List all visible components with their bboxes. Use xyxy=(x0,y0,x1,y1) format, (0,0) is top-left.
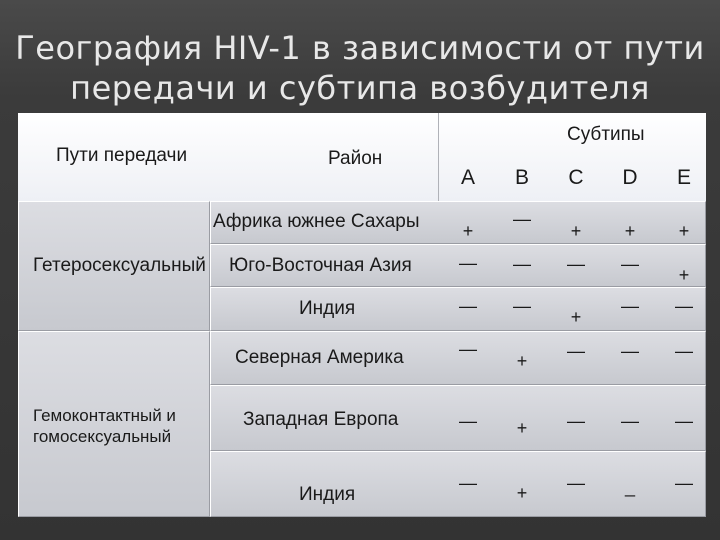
route-group-hetero xyxy=(18,201,210,331)
row-region: Юго-Восточная Азия xyxy=(229,255,412,276)
row-region: Северная Америка xyxy=(235,347,404,368)
header-route-label: Пути передачи xyxy=(56,145,188,166)
subtype-letter-a: A xyxy=(460,166,475,189)
subtype-letter-d: D xyxy=(622,166,638,189)
row-mark: — xyxy=(621,296,639,316)
row-mark: — xyxy=(459,473,477,493)
row-mark: + xyxy=(516,418,528,438)
row-mark: + xyxy=(516,351,528,371)
row-mark: — xyxy=(567,341,585,361)
row-mark: — xyxy=(567,473,585,493)
row-mark: — xyxy=(567,411,585,431)
row-mark: — xyxy=(513,254,531,274)
row-mark: + xyxy=(462,221,474,241)
row-mark: _ xyxy=(624,477,635,497)
row-mark: — xyxy=(675,473,693,493)
row-mark: — xyxy=(459,296,477,316)
title-line-2: передачи и субтипа возбудителя xyxy=(70,69,650,107)
row-mark: + xyxy=(570,307,582,327)
subtype-letter-e: E xyxy=(676,166,691,189)
route-hetero-label: Гетеросексуальный xyxy=(33,255,206,276)
row-mark: + xyxy=(678,221,690,241)
row-mark: + xyxy=(624,221,636,241)
row-region: Индия xyxy=(299,298,356,319)
row-mark: — xyxy=(675,411,693,431)
header-route-cell xyxy=(18,113,210,201)
row-mark: — xyxy=(459,411,477,431)
row-region: Африка южнее Сахары xyxy=(213,211,420,232)
slide-title xyxy=(0,28,720,108)
row-mark: + xyxy=(678,265,690,285)
subtype-letter-c: C xyxy=(568,166,584,189)
header-region-cell xyxy=(210,113,438,201)
row-mark: — xyxy=(567,254,585,274)
route-hemo-line-2: гомосексуальный xyxy=(33,427,172,446)
row-mark: + xyxy=(516,483,528,503)
row-region: Западная Европа xyxy=(243,409,399,430)
row-region: Индия xyxy=(299,484,356,505)
row-mark: + xyxy=(570,221,582,241)
route-hemo-label xyxy=(33,405,176,447)
subtype-table xyxy=(18,113,706,517)
row-mark: — xyxy=(621,254,639,274)
header-subtypes-label: Субтипы xyxy=(567,124,645,145)
route-group-hemo xyxy=(18,331,210,517)
row-mark: — xyxy=(459,253,477,273)
header-region-label: Район xyxy=(328,148,383,169)
row-mark: — xyxy=(513,296,531,316)
row-mark: — xyxy=(621,341,639,361)
row-mark: — xyxy=(675,341,693,361)
row-mark: — xyxy=(621,411,639,431)
row-mark: — xyxy=(459,339,477,359)
route-hemo-line-1: Гемоконтактный и xyxy=(33,406,176,425)
subtype-letter-b: B xyxy=(514,166,529,189)
row-mark: — xyxy=(513,209,531,229)
title-line-1: География HIV-1 в зависимости от пути xyxy=(15,29,705,67)
row-mark: — xyxy=(675,296,693,316)
